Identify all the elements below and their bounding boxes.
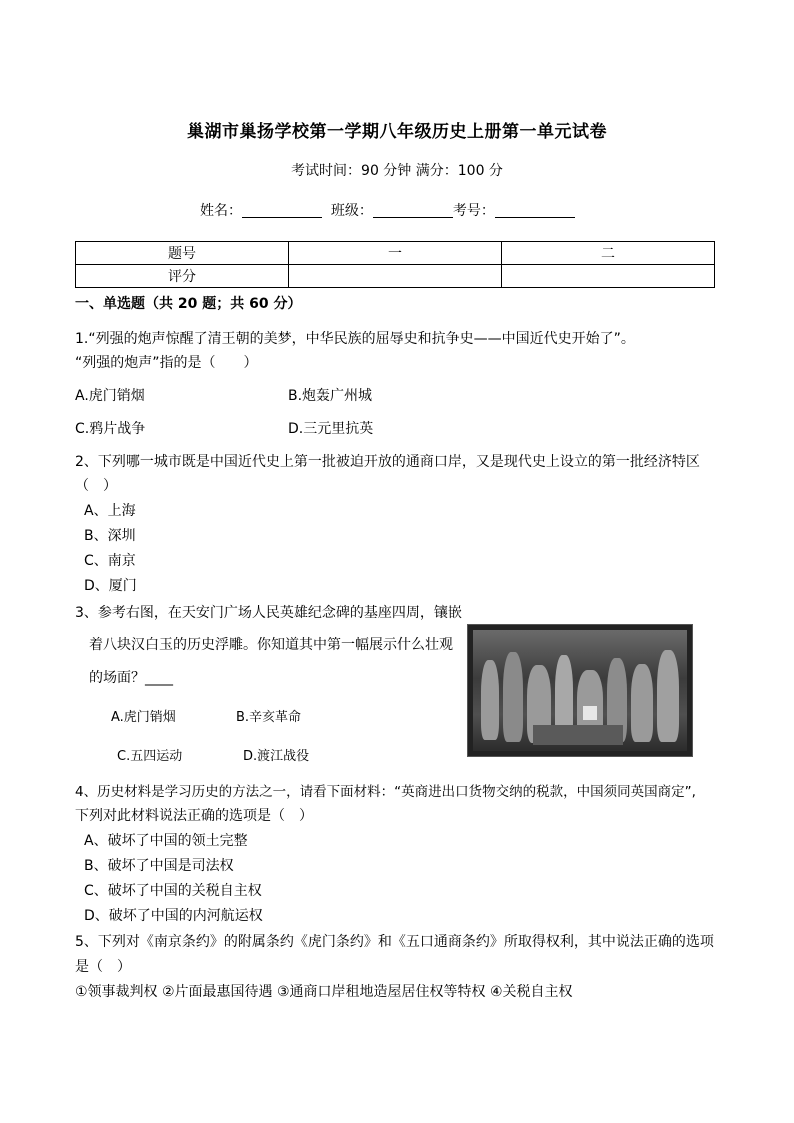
q3-option-d[interactable]: D.渡江战役 xyxy=(243,749,310,764)
q4-option-a[interactable]: A、破坏了中国的领土完整 xyxy=(84,833,248,849)
q4-stem-line1: 4、历史材料是学习历史的方法之一，请看下面材料：“英商进出口货物交纳的税款，中国须同英国商定”, xyxy=(75,784,696,800)
q5-stem-line2: 是（ ） xyxy=(75,959,131,975)
q4-option-b[interactable]: B、破坏了中国是司法权 xyxy=(84,858,234,874)
relief-figure xyxy=(657,650,679,742)
table-cell: 一 xyxy=(289,242,502,265)
score-table xyxy=(75,241,715,288)
exam-subtitle: 考试时间：90 分钟 满分：100 分 xyxy=(291,163,503,179)
q4-option-d[interactable]: D、破坏了中国的内河航运权 xyxy=(84,908,263,924)
q4-option-c[interactable]: C、破坏了中国的关税自主权 xyxy=(84,883,262,899)
id-blank[interactable] xyxy=(495,203,575,218)
name-blank[interactable] xyxy=(242,203,322,218)
relief-crate xyxy=(533,725,623,745)
q2-option-c[interactable]: C、南京 xyxy=(84,553,136,569)
q1-option-d[interactable]: D.三元里抗英 xyxy=(288,421,374,437)
q3-option-c[interactable]: C.五四运动 xyxy=(117,749,183,764)
student-info-line xyxy=(200,200,575,220)
id-label: 考号： xyxy=(452,203,495,219)
relief-figure xyxy=(481,660,499,740)
relief-sculpture-image xyxy=(467,624,693,757)
q3-option-a[interactable]: A.虎门销烟 xyxy=(111,710,176,725)
score-table-row xyxy=(76,242,715,265)
q1-option-c[interactable]: C.鸦片战争 xyxy=(75,421,146,437)
q4-stem-line2: 下列对此材料说法正确的选项是（ ） xyxy=(75,808,313,824)
q2-option-b[interactable]: B、深圳 xyxy=(84,528,136,544)
q3-option-b[interactable]: B.辛亥革命 xyxy=(236,710,302,725)
name-label: 姓名： xyxy=(200,203,242,219)
q3-stem-line3: 的场面？____ xyxy=(89,670,173,686)
q1-stem-line2: “列强的炮声”指的是（ ） xyxy=(75,355,258,371)
relief-scene xyxy=(473,630,687,751)
q2-option-a[interactable]: A、上海 xyxy=(84,503,136,519)
q1-option-b[interactable]: B.炮轰广州城 xyxy=(288,388,373,404)
relief-figure xyxy=(503,652,523,742)
q5-options[interactable]: ①领事裁判权 ②片面最惠国待遇 ③通商口岸租地造屋居住权等特权 ④关税自主权 xyxy=(75,984,573,1000)
table-cell[interactable] xyxy=(289,265,502,288)
class-label: 班级： xyxy=(330,203,373,219)
score-table-row xyxy=(76,265,715,288)
q1-option-a[interactable]: A.虎门销烟 xyxy=(75,388,145,404)
table-cell[interactable] xyxy=(502,265,715,288)
table-cell: 评分 xyxy=(76,265,289,288)
table-cell: 题号 xyxy=(76,242,289,265)
q2-stem-line2: （ ） xyxy=(75,478,117,494)
table-cell: 二 xyxy=(502,242,715,265)
relief-highlight xyxy=(583,706,597,720)
q3-stem-line2: 着八块汉白玉的历史浮雕。你知道其中第一幅展示什么壮观 xyxy=(89,637,453,653)
relief-figure xyxy=(631,664,653,742)
q5-stem-line1: 5、下列对《南京条约》的附属条约《虎门条约》和《五口通商条约》所取得权利，其中说法正确的选项 xyxy=(75,934,714,950)
q1-stem-line1: 1.“列强的炮声惊醒了清王朝的美梦，中华民族的屈辱史和抗争史——中国近代史开始了”。 xyxy=(75,331,635,347)
q2-option-d[interactable]: D、厦门 xyxy=(84,578,137,594)
q2-stem-line1: 2、下列哪一城市既是中国近代史上第一批被迫开放的通商口岸，又是现代史上设立的第一批经济特区 xyxy=(75,454,700,470)
class-blank[interactable] xyxy=(373,203,453,218)
section-heading: 一、单选题（共 20 题；共 60 分） xyxy=(75,296,302,312)
q3-stem-line1: 3、参考右图，在天安门广场人民英雄纪念碑的基座四周，镶嵌 xyxy=(75,605,462,621)
exam-title: 巢湖市巢扬学校第一学期八年级历史上册第一单元试卷 xyxy=(187,122,607,142)
